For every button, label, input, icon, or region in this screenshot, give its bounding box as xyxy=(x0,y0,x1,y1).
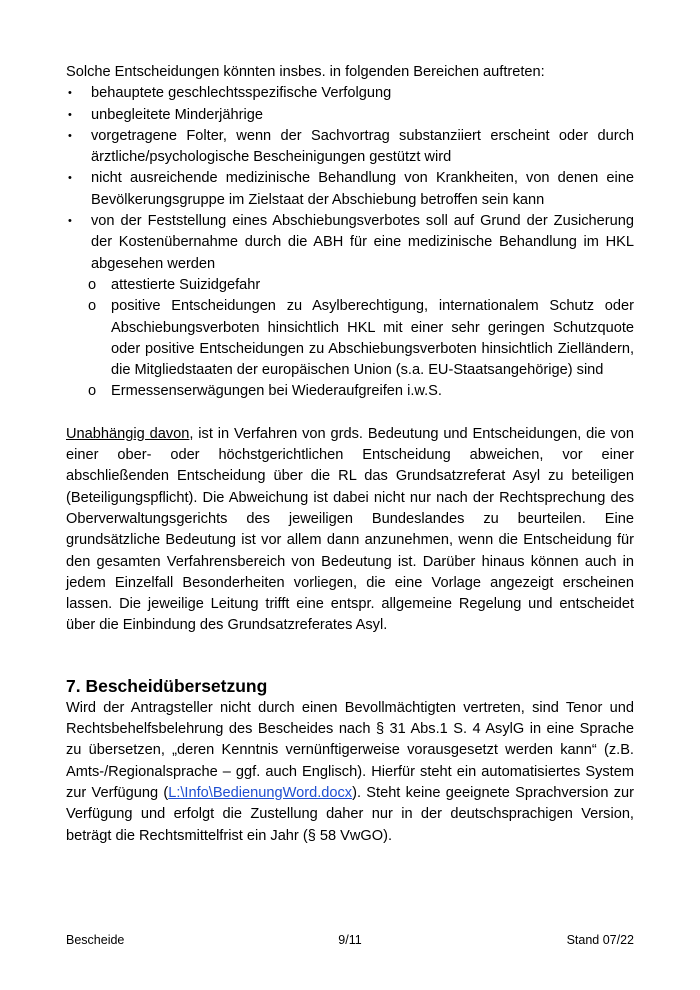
section-heading: 7. Bescheidübersetzung xyxy=(66,675,268,696)
bullet-list xyxy=(66,83,634,402)
circle-bullet-icon: o xyxy=(88,276,97,293)
footer-doc-title: Bescheide xyxy=(66,933,125,947)
list-item: • unbegleitete Minderjährige xyxy=(66,105,634,126)
bullet-icon: • xyxy=(68,172,72,185)
bullet-icon: • xyxy=(68,87,72,100)
list-item: • nicht ausreichende medizinische Behandlung von Krankheiten, von denen eine Bevölkerungsgruppe im Zielstaat der Abschiebung betroffen sein kann xyxy=(68,170,634,208)
page-content xyxy=(66,62,634,847)
list-item: • behauptete geschlechtsspezifische Verfolgung xyxy=(66,83,634,104)
bullet-icon: • xyxy=(68,108,72,121)
circle-bullet-icon: o xyxy=(88,383,97,400)
page-footer xyxy=(66,933,634,949)
sub-bullet-list xyxy=(66,275,634,403)
circle-bullet-icon: o xyxy=(88,298,97,315)
paragraph-involvement: Unabhängig davon, ist in Verfahren von grds. Bedeutung und Entscheidungen, die von einer ober- oder höchstgerichtlichen Entscheidung abweichen, vor einer abschließenden Entscheidung über die RL das Grundsatzreferat Asyl zu beteiligen (Beteiligungspflicht). Die Abweichung ist dabei nicht nur nach der Rechtsprechung des Oberverwaltungsgerichts des jeweiligen Bundeslandes zu beurteilen. Eine grundsätzliche Bedeutung ist vor allem dann anzunehmen, wenn die Entscheidung für den gesamten Verfahrensbereich von Bedeutung ist. Darüber hinaus können auch in jedem Einzelfall Besonderheiten vorliegen, die eine Vorlage angezeigt erscheinen lassen. Die jeweilige Leitung trifft eine entspr. allgemeine Regelung und entscheidet über die Einbindung des Grundsatzreferates Asyl. xyxy=(66,425,635,634)
footer-version: Stand 07/22 xyxy=(566,933,634,947)
sub-list-item: o positive Entscheidungen zu Asylberechtigung, internationalem Schutz oder Abschiebungsverboten hinsichtlich HKL mit einer sehr geringen Schutzquote oder positive Entscheidungen zu Abschiebungsverboten hinsichtlich Zielländern, die Mitgliedstaaten der europäischen Union (s.a. EU-Staatsangehörige) sind xyxy=(88,298,634,379)
underlined-lead: Unabhängig davon xyxy=(66,425,190,442)
bullet-icon: • xyxy=(68,129,72,142)
sub-list-item: o attestierte Suizidgefahr xyxy=(66,275,634,296)
footer-page-number: 9/11 xyxy=(338,933,362,947)
file-link[interactable]: L:\Info\BedienungWord.docx xyxy=(168,784,353,801)
list-item: • vorgetragene Folter, wenn der Sachvortrag substanziiert erscheint oder durch ärztliche/psychologische Bescheinigungen gestützt wird xyxy=(68,127,634,166)
intro-text: Solche Entscheidungen könnten insbes. in folgenden Bereichen auftreten: xyxy=(66,64,545,80)
bullet-icon: • xyxy=(68,215,72,228)
sub-list-item: o Ermessenserwägungen bei Wiederaufgreifen i.w.S. xyxy=(66,381,634,402)
list-item: • von der Feststellung eines Abschiebungsverbotes soll auf Grund der Zusicherung der Kostenübernahme durch die ABH für eine medizinische Behandlung im HKL abgesehen werden o attestierte Suizidgefahr o positive Entscheidungen zu Asylberechtigung, internationalem Schutz oder Abschiebungsverboten hinsichtlich HKL mit einer sehr geringen Schutzquote oder positive Entscheidungen zu Abschiebungsverboten hinsichtlich Zielländern, die Mitgliedstaaten der europäischen Union (s.a. EU-Staatsangehörige) sind o Ermessenserwägungen bei Wiederaufgreifen i.w.S. xyxy=(66,211,634,403)
paragraph-translation: Wird der Antragsteller nicht durch einen Bevollmächtigten vertreten, sind Tenor und Rechtsbehelfsbelehrung des Bescheides nach § 31 Abs.1 S. 4 AsylG in eine Sprache zu übersetzen, „deren Kenntnis vernünftigerweise vorausgesetzt werden kann“ (z.B. Amts-/Regionalsprache – ggf. auch Englisch). Hierfür steht ein automatisiertes System zur Verfügung (L:\Info\BedienungWord.docx). Steht keine geeignete Sprachversion zur Verfügung und erfolgt die Zustellung daher nur in der deutschsprachigen Version, beträgt die Rechtsmittelfrist ein Jahr (§ 58 VwGO). xyxy=(66,699,634,844)
